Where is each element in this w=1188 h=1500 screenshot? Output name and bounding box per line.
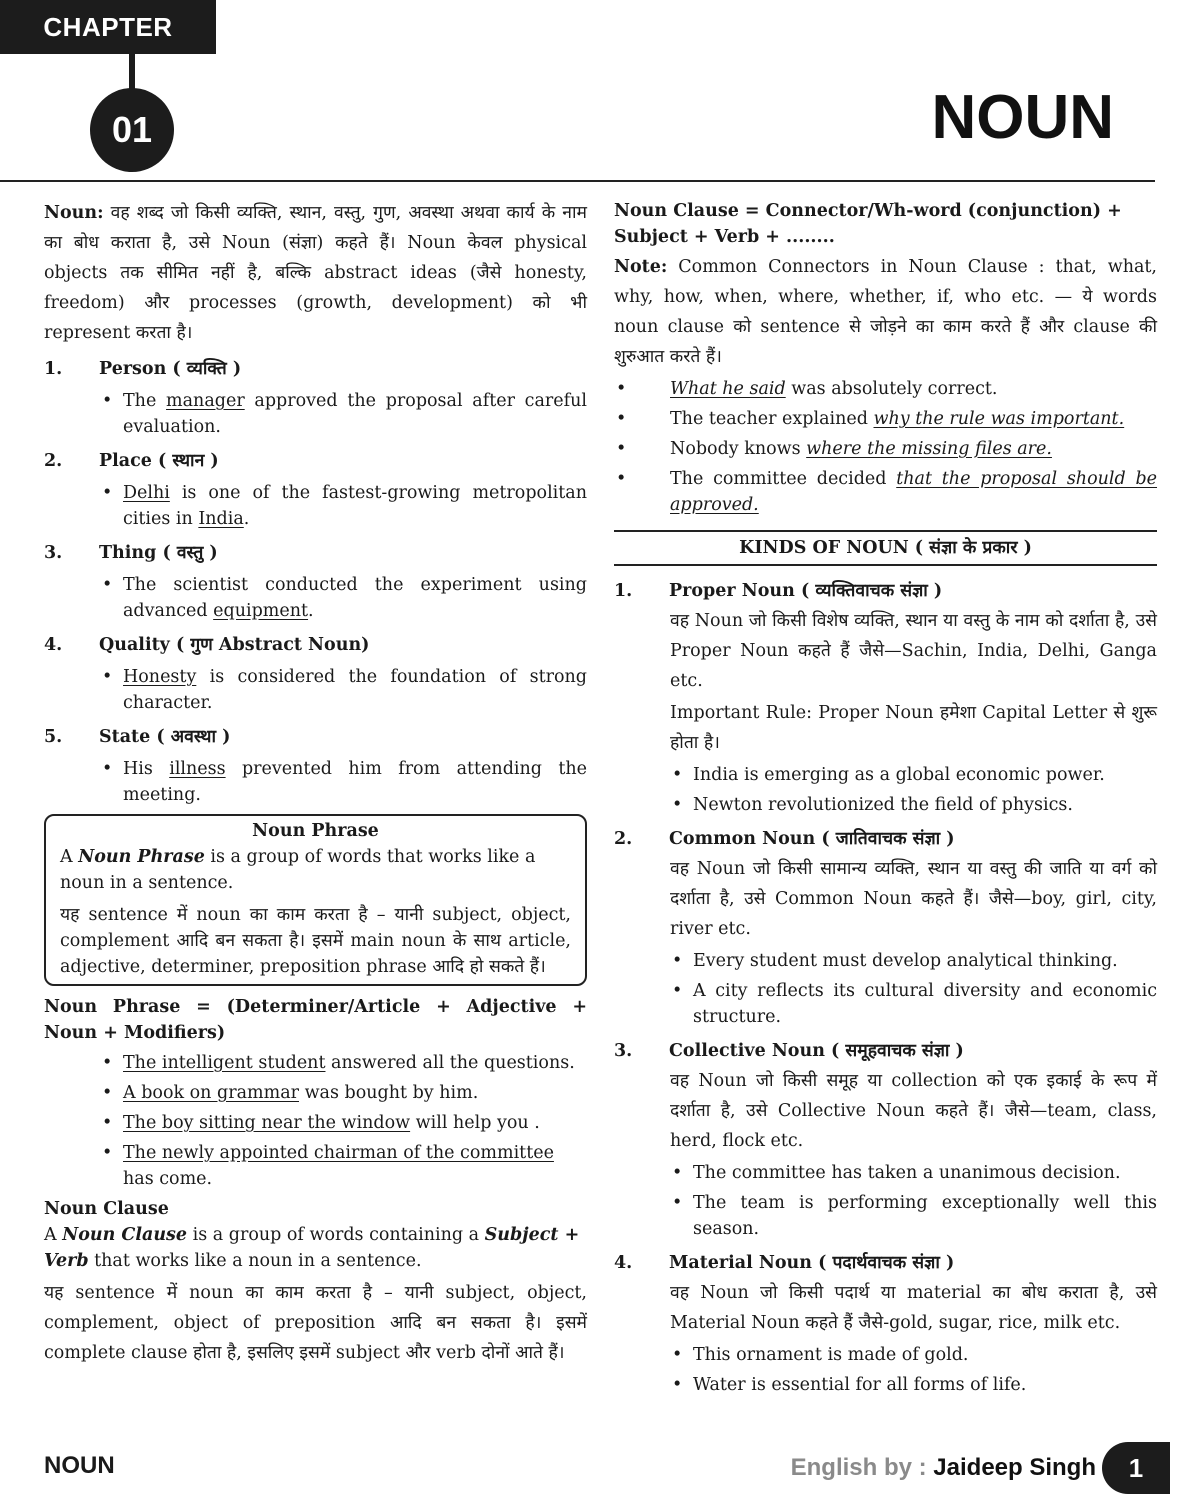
box-definition: A Noun Phrase is a group of words that works like a noun in a sentence. xyxy=(60,847,536,893)
kind-example: • Every student must develop analytical thinking. xyxy=(670,948,1157,974)
clause-example: • Nobody knows where the missing files are. xyxy=(614,436,1157,462)
kind-number: 2. xyxy=(614,829,633,849)
phrase-example: • The intelligent student answered all the questions. xyxy=(100,1050,587,1076)
kind-title: Material Noun ( पदार्थवाचक संज्ञा ) xyxy=(669,1253,955,1273)
item-number: 2. xyxy=(44,451,63,471)
definition-label: Noun: xyxy=(44,203,104,223)
item-title: Thing ( वस्तु ) xyxy=(99,543,218,563)
item-number: 1. xyxy=(44,359,63,379)
kind-example: • Water is essential for all forms of life. xyxy=(670,1372,1157,1398)
list-item xyxy=(44,446,587,476)
note-label: Note: xyxy=(614,257,668,277)
list-item xyxy=(44,538,587,568)
kind-number: 1. xyxy=(614,581,633,601)
footer-author xyxy=(791,1454,1096,1482)
noun-clause-definition: A Noun Clause is a group of words containing a Subject + Verb that works like a noun in a sentence. xyxy=(44,1225,580,1271)
connector-note xyxy=(614,252,1157,372)
note-text: Common Connectors in Noun Clause : that, what, why, how, when, where, whether, if, who etc. — ये words noun clause को sentence से जोड़ने का काम करते हैं और clause की शुरुआत करते हैं। xyxy=(614,257,1157,367)
chapter-label: CHAPTER xyxy=(0,0,216,54)
item-title: Quality ( गुण Abstract Noun) xyxy=(99,635,370,655)
phrase-example: • The newly appointed chairman of the committee has come. xyxy=(100,1140,587,1192)
example-sentence: • Honesty is considered the foundation of strong character. xyxy=(100,664,587,716)
kind-description: वह Noun जो किसी सामान्य व्यक्ति, स्थान या वस्तु की जाति या वर्ग को दर्शाता है, उसे Common Noun कहते हैं। जैसे—boy, girl, city, river etc. xyxy=(670,859,1157,939)
kind-item xyxy=(614,1036,1157,1066)
page-number: 1 xyxy=(1102,1442,1170,1494)
author-prefix: English by : xyxy=(790,1454,934,1481)
footer-chapter-name: NOUN xyxy=(44,1452,115,1479)
example-sentence: • His illness prevented him from attending the meeting. xyxy=(100,756,587,808)
item-number: 3. xyxy=(44,543,63,563)
author-name: Jaideep Singh xyxy=(933,1454,1096,1481)
kind-item xyxy=(614,1248,1157,1278)
kind-example: • This ornament is made of gold. xyxy=(670,1342,1157,1368)
noun-definition xyxy=(44,198,587,348)
kind-description: वह Noun जो किसी विशेष व्यक्ति, स्थान या वस्तु के नाम को दर्शाता है, उसे Proper Noun कहते हैं जैसे—Sachin, India, Delhi, Ganga etc. xyxy=(670,611,1157,691)
kind-title: Proper Noun ( व्यक्तिवाचक संज्ञा ) xyxy=(669,581,943,601)
clause-example: • What he said was absolutely correct. xyxy=(614,376,1157,402)
noun-phrase-box xyxy=(44,814,587,986)
clause-example: • The teacher explained why the rule was important. xyxy=(614,406,1157,432)
kind-example: • The committee has taken a unanimous decision. xyxy=(670,1160,1157,1186)
item-number: 5. xyxy=(44,727,63,747)
left-column xyxy=(44,198,587,1368)
item-number: 4. xyxy=(44,635,63,655)
right-column xyxy=(614,198,1157,1402)
definition-text: वह शब्द जो किसी व्यक्ति, स्थान, वस्तु, गुण, अवस्था अथवा कार्य के नाम का बोध कराता है, उसे Noun (संज्ञा) कहते हैं। Noun केवल physical objects तक सीमित नहीं है, बल्कि abstract ideas (जैसे honesty, freedom) और processes (growth, development) को भी represent करता है। xyxy=(44,203,587,343)
kind-number: 3. xyxy=(614,1041,633,1061)
kind-example: • The team is performing exceptionally well this season. xyxy=(670,1190,1157,1242)
noun-phrase-formula: Noun Phrase = (Determiner/Article + Adjective + Noun + Modifiers) xyxy=(44,997,587,1043)
list-item xyxy=(44,722,587,752)
chapter-number: 01 xyxy=(90,88,174,172)
phrase-example: • A book on grammar was bought by him. xyxy=(100,1080,587,1106)
phrase-example: • The boy sitting near the window will help you . xyxy=(100,1110,587,1136)
kind-example: • A city reflects its cultural diversity and economic structure. xyxy=(670,978,1157,1030)
kind-example: • Newton revolutionized the field of physics. xyxy=(670,792,1157,818)
list-item xyxy=(44,354,587,384)
kind-description: वह Noun जो किसी समूह या collection को एक इकाई के रूप में दर्शाता है, उसे Collective Noun कहते हैं। जैसे—team, class, herd, flock etc. xyxy=(670,1071,1157,1151)
item-title: Person ( व्यक्ति ) xyxy=(99,359,242,379)
kind-description: वह Noun जो किसी पदार्थ या material का बोध कराता है, उसे Material Noun कहते हैं जैसे-gold, sugar, rice, milk etc. xyxy=(670,1283,1157,1333)
clause-example: • The committee decided that the proposal should be approved. xyxy=(614,466,1157,518)
box-explanation: यह sentence में noun का काम करता है – यानी subject, object, complement आदि बन सकता है। इसमें main noun के साथ article, adjective, determiner, preposition phrase आदि हो सकते हैं। xyxy=(60,905,571,977)
header-divider xyxy=(0,180,1155,182)
noun-clause-heading: Noun Clause xyxy=(44,1199,169,1219)
kind-title: Collective Noun ( समूहवाचक संज्ञा ) xyxy=(669,1041,964,1061)
box-title: Noun Phrase xyxy=(252,821,379,841)
kind-rule: Important Rule: Proper Noun हमेशा Capital Letter से शुरू होता है। xyxy=(670,703,1157,753)
kind-item xyxy=(614,824,1157,854)
example-sentence: • The scientist conducted the experiment using advanced equipment. xyxy=(100,572,587,624)
kinds-of-noun-heading: KINDS OF NOUN ( संज्ञा के प्रकार ) xyxy=(614,530,1157,566)
example-sentence: • The manager approved the proposal after careful evaluation. xyxy=(100,388,587,440)
kind-item xyxy=(614,576,1157,606)
noun-clause-explanation: यह sentence में noun का काम करता है – यानी subject, object, complement, object of preposition आदि बन सकता है। इसमें complete clause होता है, इसलिए इसमें subject और verb दोनों आते हैं। xyxy=(44,1283,587,1363)
kind-example: • India is emerging as a global economic power. xyxy=(670,762,1157,788)
noun-clause-formula: Noun Clause = Connector/Wh-word (conjunction) + Subject + Verb + ........ xyxy=(614,201,1122,247)
list-item xyxy=(44,630,587,660)
item-title: State ( अवस्था ) xyxy=(99,727,231,747)
example-sentence: • Delhi is one of the fastest-growing metropolitan cities in India. xyxy=(100,480,587,532)
kind-title: Common Noun ( जातिवाचक संज्ञा ) xyxy=(669,829,955,849)
page-title: NOUN xyxy=(931,83,1114,152)
kind-number: 4. xyxy=(614,1253,633,1273)
item-title: Place ( स्थान ) xyxy=(99,451,219,471)
